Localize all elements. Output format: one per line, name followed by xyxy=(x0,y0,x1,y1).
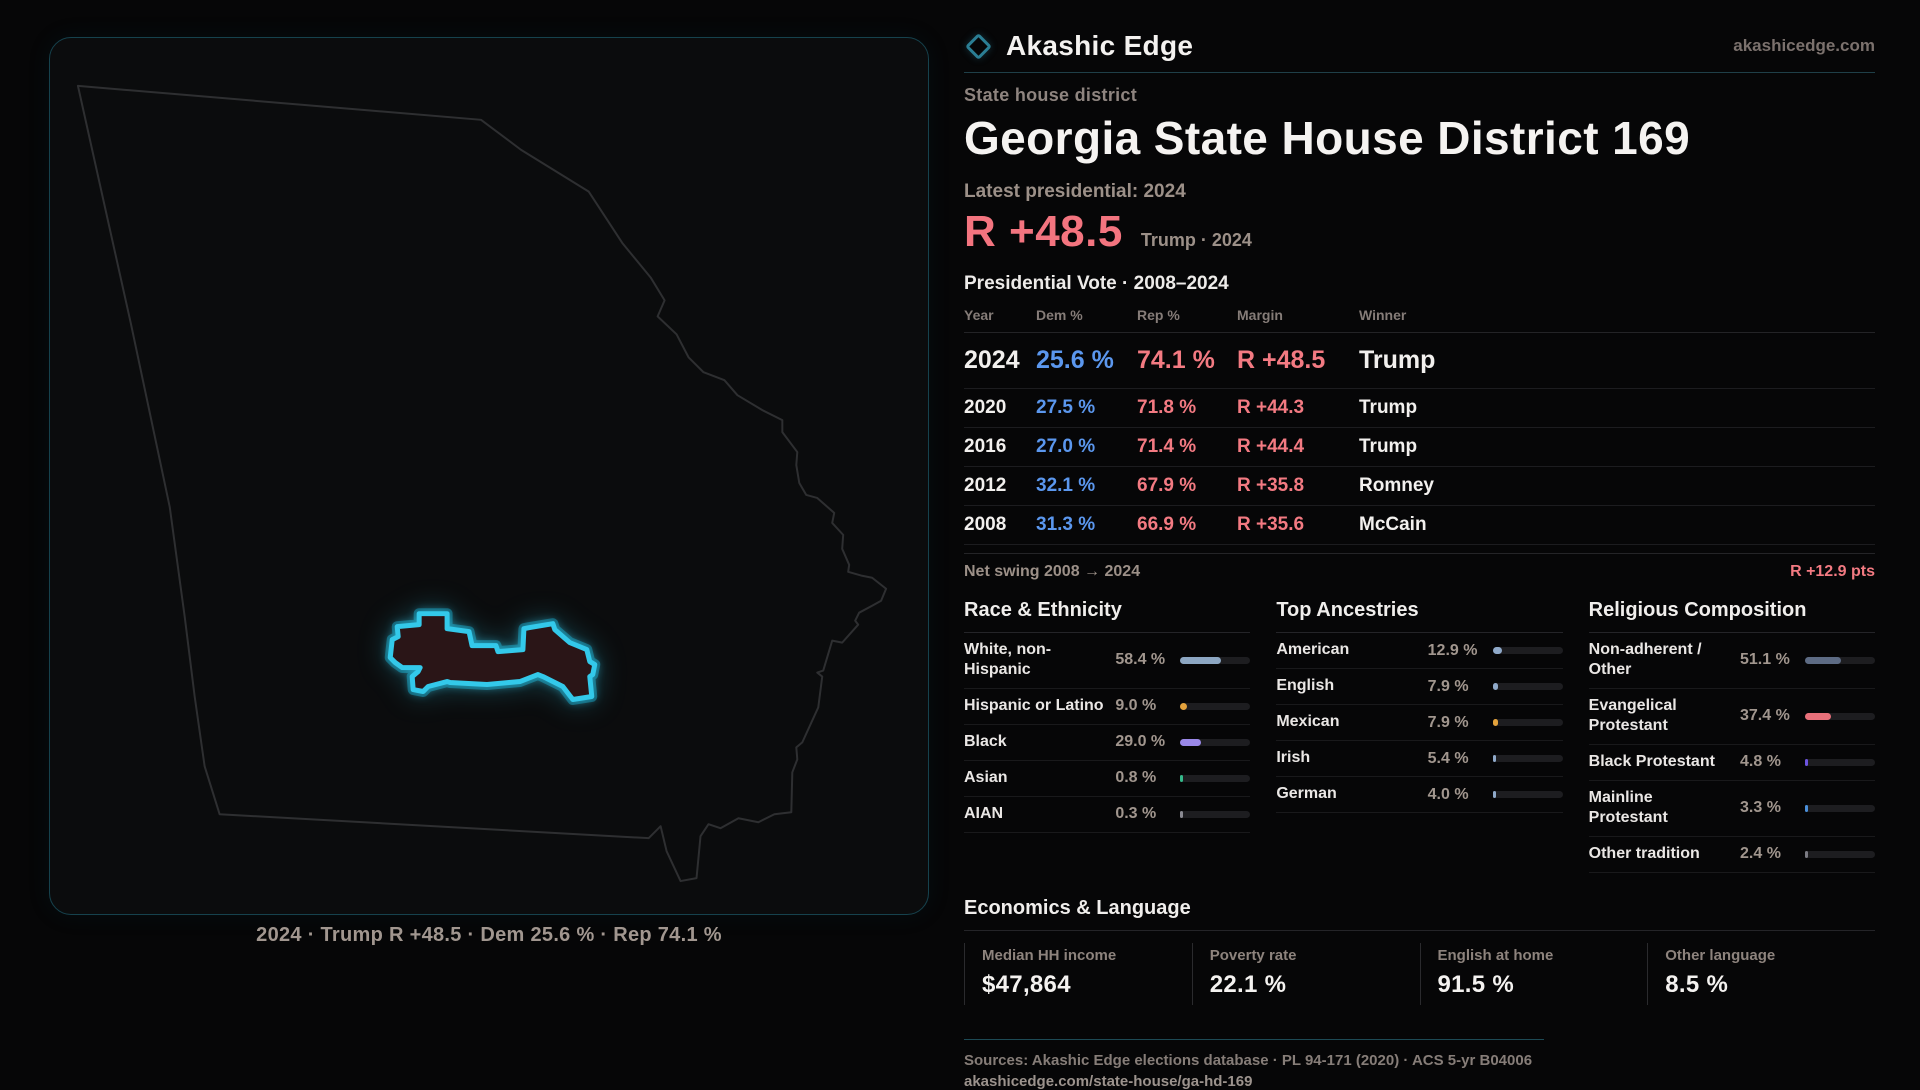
cell-winner: Trump xyxy=(1359,346,1436,374)
stat-row xyxy=(1276,669,1562,705)
table-row xyxy=(964,389,1875,428)
stat-bar xyxy=(1493,719,1563,726)
vote-table xyxy=(964,307,1875,545)
cell-dem: 27.0 % xyxy=(1036,436,1096,457)
stat-bar xyxy=(1805,759,1875,766)
cell-year: 2024 xyxy=(964,346,1020,374)
page-title: Georgia State House District 169 xyxy=(964,112,1691,164)
stat-value: 2.4 % xyxy=(1740,845,1781,863)
stat-bar-fill xyxy=(1805,851,1808,858)
stat-value: 5.4 % xyxy=(1427,749,1469,767)
stat-card-label: English at home xyxy=(1437,946,1554,964)
stat-value: 0.3 % xyxy=(1115,805,1157,823)
cell-margin: R +35.8 xyxy=(1237,475,1305,496)
stat-bar xyxy=(1805,851,1875,858)
stat-value: 58.4 % xyxy=(1115,651,1166,669)
cell-rep: 71.8 % xyxy=(1137,397,1197,418)
stat-bar xyxy=(1180,811,1250,818)
stat-value: 3.3 % xyxy=(1740,799,1781,817)
stat-label: Irish xyxy=(1276,749,1311,767)
stat-card-value: $47,864 xyxy=(982,970,1071,998)
cell-winner: Trump xyxy=(1359,397,1418,418)
stat-label: German xyxy=(1276,785,1337,803)
stat-card xyxy=(964,943,1192,1005)
section-religious-composition xyxy=(1589,593,1875,873)
stat-label: Black Protestant xyxy=(1588,753,1715,771)
headline-margin: R +48.5 xyxy=(964,207,1123,256)
stat-bar xyxy=(1493,755,1563,762)
stat-bar-fill xyxy=(1180,775,1183,782)
stat-value: 9.0 % xyxy=(1115,697,1157,715)
economics-cards xyxy=(964,943,1875,1005)
table-row xyxy=(964,333,1875,389)
map-caption: 2024 · Trump R +48.5 · Dem 25.6 % · Rep 74.1 % xyxy=(256,924,722,946)
net-swing-row xyxy=(964,553,1875,581)
stat-bar-fill xyxy=(1493,755,1497,762)
stat-bar xyxy=(1805,713,1875,720)
cell-year: 2020 xyxy=(964,397,1007,418)
stat-value: 0.8 % xyxy=(1115,769,1157,787)
cell-rep: 74.1 % xyxy=(1137,346,1215,374)
header xyxy=(964,30,1875,73)
district-profile xyxy=(964,30,1875,1090)
stat-card-label: Poverty rate xyxy=(1209,946,1297,964)
stat-bar-fill xyxy=(1180,811,1183,818)
stat-card-label: Median HH income xyxy=(982,946,1117,964)
stat-label: AIAN xyxy=(964,805,1004,823)
stat-value: 29.0 % xyxy=(1115,733,1166,751)
stat-bar-fill xyxy=(1180,739,1200,746)
stat-label: Mexican xyxy=(1276,713,1340,731)
stat-bar-fill xyxy=(1805,657,1841,664)
stat-row xyxy=(1589,689,1875,745)
cell-margin: R +44.4 xyxy=(1237,436,1305,457)
cell-winner: McCain xyxy=(1359,514,1427,535)
footer xyxy=(964,1039,1875,1090)
section-title: Religious Composition xyxy=(1589,593,1875,633)
stat-bar xyxy=(1805,805,1875,812)
stat-card-value: 8.5 % xyxy=(1665,970,1729,998)
cell-dem: 32.1 % xyxy=(1036,475,1096,496)
stat-row xyxy=(1589,745,1875,781)
stat-bar-fill xyxy=(1180,657,1221,664)
stat-label: Black xyxy=(964,733,1007,751)
vote-table-title: Presidential Vote · 2008–2024 xyxy=(964,273,1229,294)
cell-year: 2008 xyxy=(964,514,1007,535)
latest-presidential-label: Latest presidential: 2024 xyxy=(964,181,1186,202)
table-row xyxy=(964,467,1875,506)
cell-rep: 71.4 % xyxy=(1137,436,1197,457)
stat-bar-fill xyxy=(1180,703,1186,710)
cell-margin: R +35.6 xyxy=(1237,514,1305,535)
stat-bar-fill xyxy=(1805,805,1808,812)
permalink[interactable]: akashicedge.com/state-house/ga-hd-169 xyxy=(964,1072,1253,1090)
stat-row xyxy=(1589,633,1875,689)
stat-label: English xyxy=(1276,677,1335,695)
stat-bar xyxy=(1180,657,1250,664)
stat-row xyxy=(1276,633,1562,669)
stat-bar xyxy=(1180,703,1250,710)
stat-bar xyxy=(1180,775,1250,782)
demographics xyxy=(964,593,1875,873)
stat-value: 4.8 % xyxy=(1740,753,1781,771)
stat-card-value: 22.1 % xyxy=(1209,970,1287,998)
cell-dem: 25.6 % xyxy=(1036,346,1114,374)
table-row xyxy=(964,428,1875,467)
stat-card xyxy=(1420,943,1648,1005)
cell-dem: 27.5 % xyxy=(1036,397,1096,418)
stat-bar xyxy=(1180,739,1250,746)
headline-context: Trump · 2024 xyxy=(1140,230,1252,250)
stat-row xyxy=(964,633,1250,689)
stat-bar-fill xyxy=(1805,759,1808,766)
net-swing-value: R +12.9 pts xyxy=(1790,563,1875,580)
stat-row xyxy=(964,797,1250,833)
section-race-ethnicity xyxy=(964,593,1250,833)
cell-winner: Romney xyxy=(1359,475,1434,496)
stat-row xyxy=(964,725,1250,761)
brand-domain-link[interactable]: akashicedge.com xyxy=(1733,36,1875,55)
stat-value: 7.9 % xyxy=(1427,713,1469,731)
cell-rep: 66.9 % xyxy=(1137,514,1197,535)
stat-row xyxy=(1276,741,1562,777)
cell-year: 2012 xyxy=(964,475,1007,496)
sources-text: Sources: Akashic Edge elections database · PL 94-171 (2020) · ACS 5-yr B04006 xyxy=(964,1051,1533,1069)
cell-rep: 67.9 % xyxy=(1137,475,1197,496)
headline-margin-row xyxy=(964,207,1875,257)
stat-bar-fill xyxy=(1493,719,1499,726)
kicker: State house district xyxy=(964,85,1138,105)
stat-label: Non-adherent / Other xyxy=(1588,641,1702,679)
stat-label: Other tradition xyxy=(1588,845,1700,863)
cell-winner: Trump xyxy=(1359,436,1418,457)
stat-bar-fill xyxy=(1493,647,1502,654)
net-swing-label: Net swing 2008 → 2024 xyxy=(964,563,1141,580)
stat-bar xyxy=(1805,657,1875,664)
stat-label: Asian xyxy=(964,769,1008,787)
stat-row xyxy=(964,761,1250,797)
section-top-ancestries xyxy=(1276,593,1562,813)
stat-value: 37.4 % xyxy=(1740,707,1790,725)
stat-value: 4.0 % xyxy=(1427,785,1469,803)
stat-row xyxy=(1276,777,1562,813)
economics-title: Economics & Language xyxy=(964,891,1875,931)
cell-year: 2016 xyxy=(964,436,1007,457)
vote-table-header xyxy=(964,307,1875,333)
brand-diamond-icon xyxy=(965,33,992,60)
cell-margin: R +48.5 xyxy=(1237,346,1326,374)
economics-section xyxy=(964,891,1875,1005)
stat-bar-fill xyxy=(1493,683,1499,690)
georgia-outline xyxy=(78,86,886,881)
section-title: Race & Ethnicity xyxy=(964,593,1250,633)
stat-row xyxy=(1589,781,1875,837)
cell-margin: R +44.3 xyxy=(1237,397,1305,418)
georgia-map xyxy=(50,38,928,914)
stat-row xyxy=(1589,837,1875,873)
stat-bar xyxy=(1493,791,1563,798)
stat-card xyxy=(1192,943,1420,1005)
stat-bar-fill xyxy=(1493,791,1496,798)
stat-row xyxy=(964,689,1250,725)
col-dem: Dem % xyxy=(1036,307,1083,323)
stat-label: Mainline Protestant xyxy=(1588,788,1668,827)
stat-card xyxy=(1647,943,1875,1005)
stat-bar xyxy=(1493,647,1563,654)
col-margin: Margin xyxy=(1237,307,1283,323)
stat-label: American xyxy=(1276,641,1350,659)
section-title: Top Ancestries xyxy=(1276,593,1562,633)
stat-label: Evangelical Protestant xyxy=(1588,696,1677,735)
stat-value: 12.9 % xyxy=(1427,641,1478,659)
col-winner: Winner xyxy=(1359,307,1407,323)
col-year: Year xyxy=(964,307,994,323)
stat-label: White, non-Hispanic xyxy=(964,641,1052,679)
stat-card-value: 91.5 % xyxy=(1437,970,1515,998)
stat-value: 51.1 % xyxy=(1740,651,1790,669)
stat-bar xyxy=(1493,683,1563,690)
footer-divider xyxy=(964,1039,1544,1040)
stat-bar-fill xyxy=(1805,713,1831,720)
table-row xyxy=(964,506,1875,545)
state-map-panel xyxy=(49,37,929,915)
brand-name: Akashic Edge xyxy=(1006,30,1194,61)
cell-dem: 31.3 % xyxy=(1036,514,1096,535)
stat-value: 7.9 % xyxy=(1427,677,1469,695)
stat-row xyxy=(1276,705,1562,741)
col-rep: Rep % xyxy=(1137,307,1180,323)
stat-card-label: Other language xyxy=(1665,946,1776,964)
stat-label: Hispanic or Latino xyxy=(964,697,1104,715)
